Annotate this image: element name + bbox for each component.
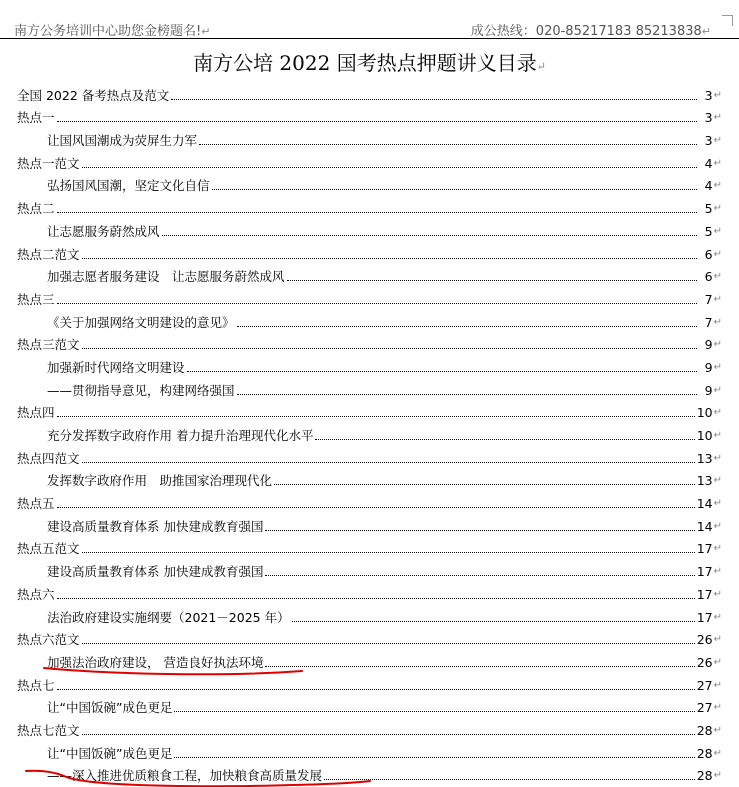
toc-entry-title: 热点六 <box>17 586 55 602</box>
paragraph-mark: ↵ <box>713 634 722 646</box>
toc-dot-leader <box>174 710 694 712</box>
toc-entry-title: 热点一 <box>17 110 55 126</box>
toc-dot-leader <box>57 688 695 690</box>
toc-entry-title: 热点五范文 <box>17 541 80 557</box>
toc-entry-title: 充分发挥数字政府作用 着力提升治理现代化水平 <box>47 428 314 443</box>
paragraph-mark: ↵ <box>713 271 722 283</box>
paragraph-mark: ↵ <box>713 770 722 782</box>
toc-dot-leader <box>82 733 695 735</box>
paragraph-mark: ↵ <box>201 25 211 38</box>
toc-dot-leader <box>265 665 694 667</box>
toc-entry-title: 热点四范文 <box>17 450 80 466</box>
toc-dot-leader <box>237 393 697 395</box>
toc-page-number: 9 <box>704 382 713 398</box>
paragraph-mark: ↵ <box>713 498 722 510</box>
toc-entry-title: 热点六范文 <box>17 632 80 648</box>
paragraph-mark: ↵ <box>713 361 722 373</box>
toc-entry-title: 建设高质量教育体系 加快建成教育强国 <box>47 564 264 580</box>
paragraph-mark: ↵ <box>713 180 722 192</box>
toc-dot-leader <box>82 642 695 644</box>
header-slogan: 南方公务培训中心助您金榜题名!↵ <box>14 24 211 39</box>
toc-dot-leader <box>57 506 695 508</box>
paragraph-mark: ↵ <box>713 248 722 260</box>
paragraph-mark: ↵ <box>713 339 722 351</box>
toc-page-number: 6 <box>704 269 713 285</box>
toc-dot-leader <box>171 98 696 100</box>
paragraph-mark: ↵ <box>713 724 722 736</box>
toc-page-number: 13 <box>696 473 713 489</box>
toc-dot-leader <box>292 620 695 622</box>
toc-dot-leader <box>57 597 695 599</box>
toc-entry-title: 热点四 <box>17 405 55 421</box>
table-of-contents <box>17 80 722 783</box>
toc-entry-title: ——深入推进优质粮食工程，加快粮食高质量发展 <box>47 768 323 784</box>
toc-dot-leader <box>237 325 697 327</box>
toc-page-number: 9 <box>704 359 713 375</box>
toc-entry-title: 全国 2022 备考热点及范文 <box>17 87 170 103</box>
toc-dot-leader <box>287 279 697 281</box>
toc-page-number: 3 <box>704 110 713 126</box>
toc-dot-leader <box>82 461 695 463</box>
toc-dot-leader <box>82 257 697 259</box>
toc-entry[interactable] <box>17 262 722 285</box>
toc-dot-leader <box>57 211 697 213</box>
toc-entry-title: 加强志愿者服务建设 让志愿服务蔚然成风 <box>47 269 285 285</box>
paragraph-mark: ↵ <box>713 384 722 396</box>
toc-dot-leader <box>315 438 694 440</box>
toc-entry-title: 让“中国饭碗”成色更足 <box>47 745 173 761</box>
toc-page-number: 17 <box>696 586 713 602</box>
toc-entry-title: ——贯彻指导意见，构建网络强国 <box>47 382 235 398</box>
toc-entry[interactable] <box>17 693 722 716</box>
toc-dot-leader <box>57 120 697 122</box>
toc-entry[interactable] <box>17 193 722 216</box>
toc-entry[interactable] <box>17 125 722 148</box>
toc-dot-leader <box>265 574 694 576</box>
toc-entry[interactable] <box>17 625 722 648</box>
toc-entry[interactable] <box>17 670 722 693</box>
toc-entry-title: 热点三范文 <box>17 337 80 353</box>
toc-page-number: 4 <box>704 155 713 171</box>
toc-entry[interactable] <box>17 488 722 511</box>
toc-page-number: 10 <box>696 405 713 421</box>
document-title: 南方公培 2022 国考热点押题讲义目录↵ <box>193 51 546 75</box>
toc-entry-title: 加强新时代网络文明建设 <box>47 359 185 375</box>
toc-entry[interactable] <box>17 466 722 489</box>
toc-entry[interactable] <box>17 420 722 443</box>
paragraph-mark: ↵ <box>713 656 722 668</box>
toc-dot-leader <box>162 234 697 236</box>
toc-entry-title: 热点五 <box>17 496 55 512</box>
toc-entry[interactable] <box>17 148 722 171</box>
toc-entry[interactable] <box>17 511 722 534</box>
toc-page-number: 7 <box>704 314 713 330</box>
toc-dot-leader <box>265 529 694 531</box>
toc-dot-leader <box>187 370 697 372</box>
toc-page-number: 4 <box>704 178 713 194</box>
toc-entry-title: 让志愿服务蔚然成风 <box>47 223 160 239</box>
toc-entry-title: 加强法治政府建设， 营造良好执法环境 <box>47 654 264 670</box>
paragraph-mark: ↵ <box>713 520 722 532</box>
toc-entry-title: 热点一范文 <box>17 155 80 171</box>
paragraph-mark: ↵ <box>713 112 722 124</box>
toc-entry[interactable] <box>17 352 722 375</box>
toc-entry[interactable] <box>17 647 722 670</box>
toc-entry[interactable] <box>17 103 722 126</box>
toc-page-number: 26 <box>696 632 713 648</box>
toc-entry-title: 发挥数字政府作用 助推国家治理现代化 <box>47 473 273 489</box>
toc-entry[interactable] <box>17 556 722 579</box>
toc-page-number: 3 <box>704 87 713 103</box>
toc-dot-leader <box>82 347 697 349</box>
paragraph-mark: ↵ <box>713 611 722 623</box>
toc-entry[interactable] <box>17 375 722 398</box>
paragraph-mark: ↵ <box>713 430 722 441</box>
toc-entry[interactable] <box>17 80 722 103</box>
toc-entry-title: 热点二范文 <box>17 246 80 262</box>
toc-entry[interactable] <box>17 738 722 761</box>
paragraph-mark: ↵ <box>713 543 722 555</box>
paragraph-mark: ↵ <box>713 316 722 328</box>
toc-page-number: 27 <box>696 700 713 716</box>
toc-entry[interactable] <box>17 216 722 239</box>
toc-page-number: 7 <box>704 291 713 307</box>
page-header <box>0 0 739 39</box>
toc-dot-leader <box>212 188 697 190</box>
toc-page-number: 28 <box>696 722 713 738</box>
toc-entry[interactable] <box>17 715 722 738</box>
paragraph-mark: ↵ <box>713 203 722 215</box>
paragraph-mark: ↵ <box>713 702 722 714</box>
toc-page-number: 14 <box>696 518 713 534</box>
toc-entry[interactable] <box>17 171 722 194</box>
paragraph-mark: ↵ <box>713 475 722 487</box>
toc-page-number: 26 <box>696 654 713 670</box>
toc-entry-title: 热点三 <box>17 291 55 307</box>
paragraph-mark: ↵ <box>713 452 722 464</box>
toc-entry-title: 让国风国潮成为荧屏生力军 <box>47 133 198 149</box>
toc-page-number: 27 <box>696 677 713 693</box>
toc-entry[interactable] <box>17 534 722 557</box>
toc-dot-leader <box>57 415 695 417</box>
toc-entry[interactable] <box>17 307 722 330</box>
toc-page-number: 14 <box>696 496 713 512</box>
toc-entry-title: 《关于加强网络文明建设的意见》 <box>47 314 235 330</box>
toc-page-number: 17 <box>696 541 713 557</box>
toc-page-number: 5 <box>704 223 713 239</box>
toc-entry-title: 弘扬国风国潮，坚定文化自信 <box>47 178 210 194</box>
toc-entry-title: 热点二 <box>17 201 55 217</box>
toc-entry-title: 让“中国饭碗”成色更足 <box>47 700 173 716</box>
toc-dot-leader <box>174 756 694 758</box>
toc-dot-leader <box>82 166 697 168</box>
toc-entry[interactable] <box>17 398 722 421</box>
toc-page-number: 28 <box>696 768 713 784</box>
toc-page-number: 6 <box>704 246 713 262</box>
toc-dot-leader <box>199 143 697 145</box>
toc-entry[interactable] <box>17 239 722 262</box>
toc-page-number: 13 <box>696 450 713 466</box>
margin-corner-icon <box>722 15 733 26</box>
toc-dot-leader <box>82 551 695 553</box>
toc-entry[interactable] <box>17 330 722 353</box>
paragraph-mark: ↵ <box>713 747 722 759</box>
toc-page-number: 9 <box>704 337 713 353</box>
toc-entry[interactable] <box>17 579 722 602</box>
toc-page-number: 17 <box>696 609 713 625</box>
toc-dot-leader <box>324 778 695 780</box>
toc-page-number: 10 <box>696 428 713 443</box>
paragraph-mark: ↵ <box>713 679 722 691</box>
toc-dot-leader <box>57 302 697 304</box>
toc-page-number: 3 <box>704 133 713 149</box>
toc-entry-title: 热点七范文 <box>17 722 80 738</box>
toc-entry-title: 法治政府建设实施纲要（2021－2025 年） <box>47 609 290 625</box>
paragraph-mark: ↵ <box>713 89 722 101</box>
paragraph-mark: ↵ <box>701 25 711 38</box>
paragraph-mark: ↵ <box>713 588 722 600</box>
paragraph-mark: ↵ <box>713 566 722 578</box>
toc-page-number: 5 <box>704 201 713 217</box>
header-hotline: 成公热线：020-85217183 85213838↵ <box>470 24 711 39</box>
toc-page-number: 28 <box>696 745 713 761</box>
paragraph-mark: ↵ <box>713 407 722 419</box>
toc-page-number: 17 <box>696 564 713 580</box>
toc-entry-title: 热点七 <box>17 677 55 693</box>
toc-dot-leader <box>274 483 695 485</box>
toc-entry[interactable] <box>17 443 722 466</box>
paragraph-mark: ↵ <box>536 60 546 73</box>
paragraph-mark: ↵ <box>713 157 722 169</box>
toc-entry[interactable] <box>17 284 722 307</box>
paragraph-mark: ↵ <box>713 225 722 237</box>
paragraph-mark: ↵ <box>713 293 722 305</box>
paragraph-mark: ↵ <box>713 135 722 147</box>
toc-entry[interactable] <box>17 602 722 625</box>
toc-entry-title: 建设高质量教育体系 加快建成教育强国 <box>47 518 264 534</box>
toc-entry[interactable] <box>17 761 722 784</box>
